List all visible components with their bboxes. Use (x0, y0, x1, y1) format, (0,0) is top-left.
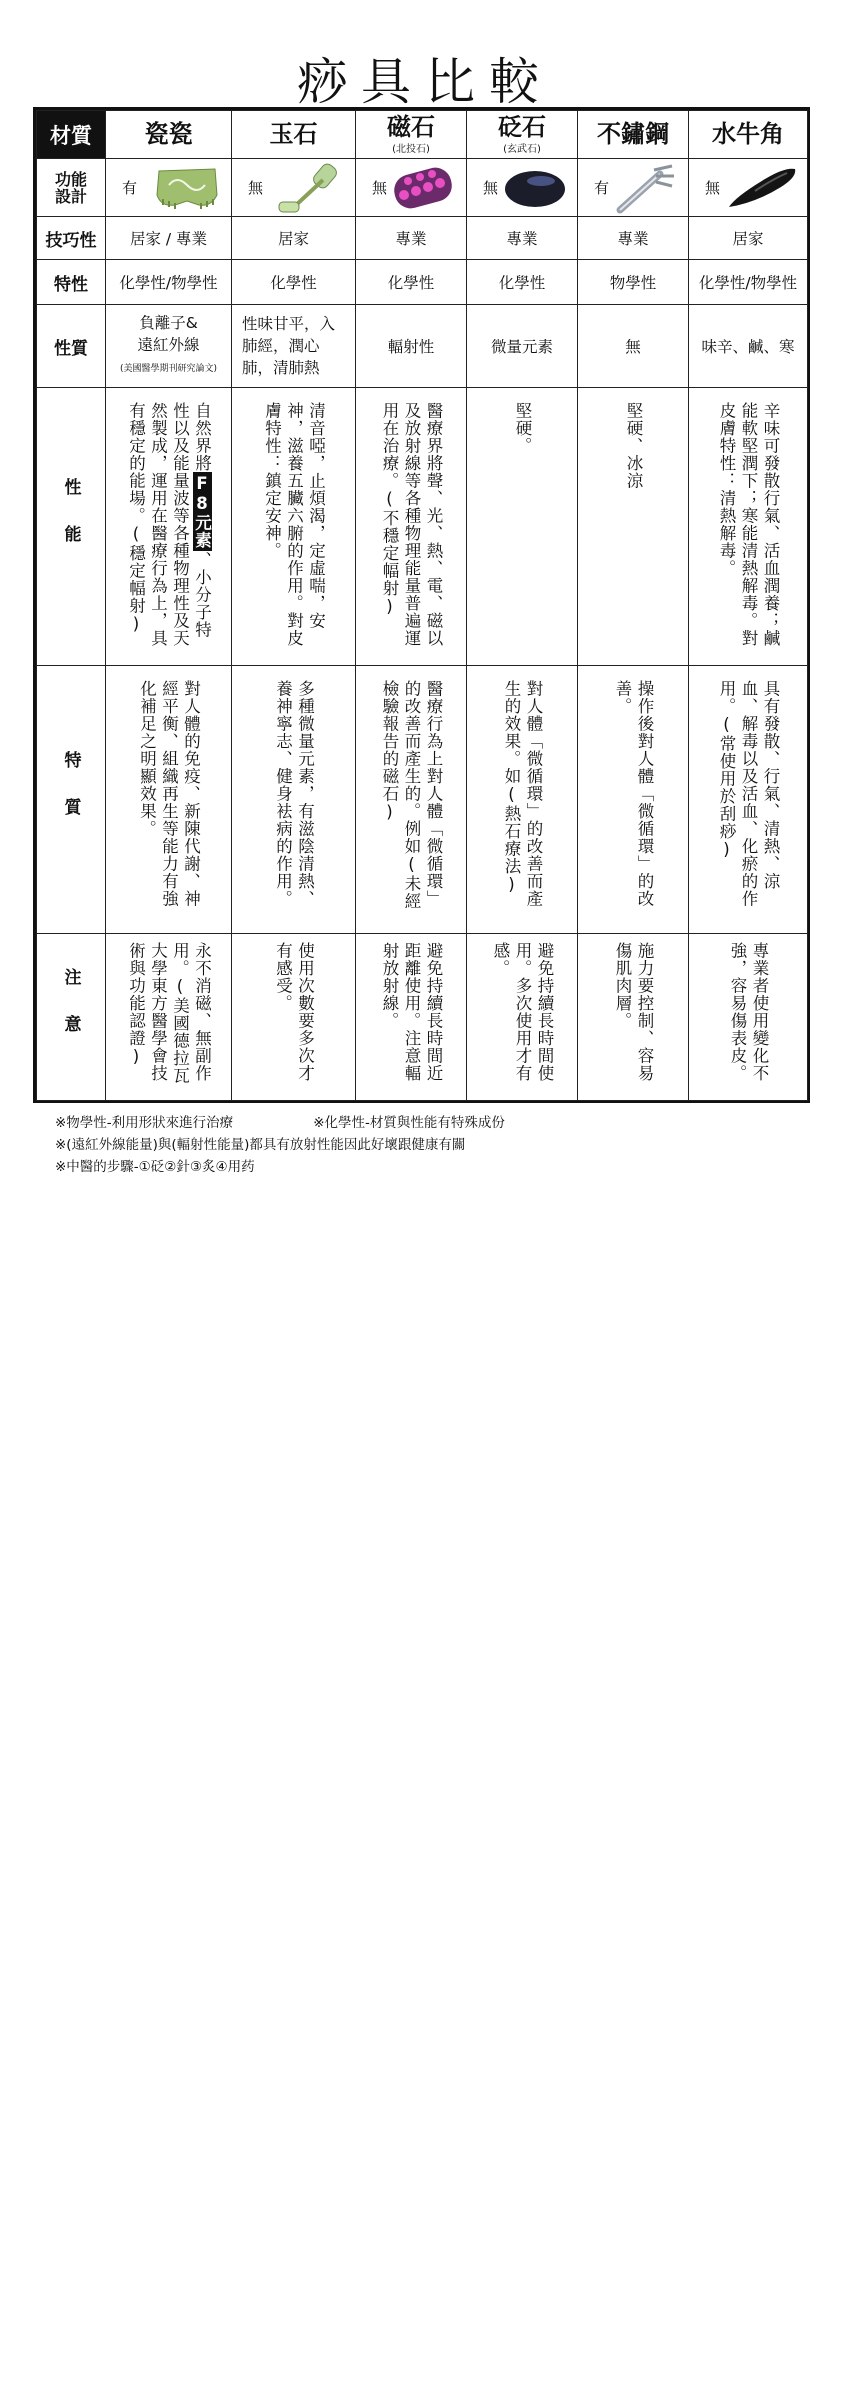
efficacy-cell (578, 388, 689, 666)
function-design-label (37, 159, 106, 217)
nature-cell (106, 305, 232, 388)
efficacy-cell (106, 388, 232, 666)
design-cell (232, 159, 356, 217)
efficacy-text (119, 386, 219, 663)
material-sub: (玄武石) (503, 144, 541, 156)
property-cell: 化學性/物學性 (106, 260, 232, 305)
characteristics-text: 具有發散、行氣、清熱、涼血、解毒以及活血、化瘀的作用。(常使用於刮痧) (717, 680, 780, 908)
characteristics-cell (232, 666, 356, 934)
nature-cell: 味辛、鹹、寒 (689, 305, 808, 388)
efficacy-cell (232, 388, 356, 666)
cautions-text: 永不消磁、無副作用。(美國德拉瓦大學東方醫學會技術與功能認證) (126, 942, 212, 1085)
material-header (232, 111, 356, 159)
characteristics-cell (578, 666, 689, 934)
efficacy-label: 性能 (60, 477, 81, 572)
cautions-text: 施力要控制、容易傷肌肉層。 (613, 942, 654, 1082)
black-stone-icon (499, 165, 569, 211)
footer-row (55, 1112, 505, 1134)
material-name: 水牛角 (712, 120, 784, 149)
comparison-table (36, 110, 808, 1101)
nature-value: 負離子&遠紅外線 (137, 314, 200, 354)
design-cell (467, 159, 578, 217)
property-row (37, 260, 808, 305)
efficacy-cell (356, 388, 467, 666)
technique-cell: 居家 (689, 217, 808, 260)
property-cell: 化學性 (356, 260, 467, 305)
material-header (356, 111, 467, 159)
material-header (578, 111, 689, 159)
footnote: ※中醫的步驟-①砭②針③炙④用药 (55, 1159, 255, 1175)
characteristics-label: 特質 (60, 750, 81, 845)
efficacy-text-part: 、小分子特性以及能量波等各種物理性及天然製成，運用在醫療行為上，具有穩定的能場。(穩定幅射) (126, 402, 212, 647)
efficacy-label-cell (37, 388, 106, 666)
cautions-cell (467, 934, 578, 1101)
efficacy-text: 清音啞，止煩渴，定虛喘，安神，滋養五臟六腑的作用。對皮膚特性：鎮定安神。 (262, 402, 326, 647)
design-cell (356, 159, 467, 217)
cautions-cell (232, 934, 356, 1101)
cautions-label-cell (37, 934, 106, 1101)
footnote: ※化學性-材質與性能有特殊成份 (313, 1115, 505, 1131)
nature-row (37, 305, 808, 388)
characteristics-row (37, 666, 808, 934)
characteristics-text: 操作後對人體「微循環」的改善。 (613, 680, 654, 908)
material-name: 玉石 (269, 120, 318, 149)
function-design-row (37, 159, 808, 217)
efficacy-row (37, 388, 808, 666)
efficacy-text-part: 自然界將 (192, 402, 212, 472)
technique-cell: 專業 (578, 217, 689, 260)
characteristics-text: 醫療行為上對人體「微循環」的改善而產生的。例如(未經檢驗報告的磁石) (380, 680, 443, 910)
horn-scraper-icon (725, 163, 799, 213)
design-value: 無 (705, 179, 721, 197)
characteristics-text: 對人體的免疫、新陳代謝、神經平衡、組織再生等能力有強化補足之明顯效果。 (137, 680, 201, 908)
material-name: 不鏽鋼 (597, 120, 669, 149)
characteristics-cell (106, 666, 232, 934)
characteristics-text: 多種微量元素，有滋陰清熱、養神寧志、健身袪病的作用。 (273, 680, 315, 908)
design-value: 無 (248, 179, 264, 197)
cautions-cell (106, 934, 232, 1101)
efficacy-cell (689, 388, 808, 666)
material-name: 磁石 (387, 112, 435, 141)
cautions-text: 專業者使用變化不強，容易傷表皮。 (728, 942, 769, 1082)
technique-cell: 專業 (356, 217, 467, 260)
footnote: ※物學性-利用形狀來進行治療 (55, 1115, 234, 1131)
material-header (106, 111, 232, 159)
characteristics-label-cell (37, 666, 106, 934)
nature-cell: 性味甘平，入肺經，潤心肺，清肺熱 (232, 305, 356, 388)
material-name: 砭石 (498, 112, 546, 141)
nature-cell: 微量元素 (467, 305, 578, 388)
magnet-roller-icon (388, 163, 458, 213)
jade-roller-icon (273, 162, 347, 214)
material-row (37, 111, 808, 159)
efficacy-text: 辛味可發散行氣、活血潤養；鹹能軟堅潤下；寒能清熱解毒。對皮膚特性：清熱解毒。 (717, 402, 780, 647)
f8-badge: F8元素 (192, 474, 212, 549)
cautions-text: 使用次數要多次才有感受。 (273, 942, 315, 1082)
characteristics-cell (467, 666, 578, 934)
material-header (467, 111, 578, 159)
efficacy-text: 堅硬、冰涼 (624, 402, 643, 490)
cautions-cell (689, 934, 808, 1101)
page-title: 痧具比較 (297, 53, 553, 111)
cautions-cell (578, 934, 689, 1101)
property-cell: 化學性 (232, 260, 356, 305)
technique-row (37, 217, 808, 260)
comparison-sheet (33, 107, 810, 1103)
efficacy-text: 堅硬。 (513, 402, 532, 455)
property-cell: 化學性 (467, 260, 578, 305)
cautions-cell (356, 934, 467, 1101)
design-cell (578, 159, 689, 217)
technique-cell: 居家 / 專業 (106, 217, 232, 260)
nature-cell: 無 (578, 305, 689, 388)
property-cell: 物學性 (578, 260, 689, 305)
technique-cell: 居家 (232, 217, 356, 260)
property-label: 特性 (37, 260, 106, 305)
material-header (689, 111, 808, 159)
design-value: 無 (483, 179, 499, 197)
design-value: 無 (372, 179, 388, 197)
technique-label: 技巧性 (37, 217, 106, 260)
design-cell (689, 159, 808, 217)
design-value: 有 (122, 179, 138, 197)
cautions-row (37, 934, 808, 1101)
design-cell (106, 159, 232, 217)
cautions-text: 避免持續長時間使用。多次使用才有感。 (491, 942, 554, 1082)
material-label: 材質 (37, 111, 106, 159)
nature-label: 性質 (37, 305, 106, 388)
characteristics-text: 對人體「微循環」的改善而產生的效果。如(熱石療法) (502, 680, 543, 908)
efficacy-cell (467, 388, 578, 666)
cautions-label: 注意 (60, 968, 81, 1062)
characteristics-cell (689, 666, 808, 934)
material-sub: (北投石) (392, 144, 430, 156)
efficacy-text: 醫療界將聲、光、熱、電、磁以及放射線等各種物理能量普遍運用在治療。(不穩定幅射) (380, 402, 443, 647)
function-design-text: 功能設計 (54, 169, 87, 206)
material-name: 瓷瓷 (144, 120, 193, 149)
nature-note: (美國醫學期刊研究論文) (119, 364, 218, 374)
technique-cell: 專業 (467, 217, 578, 260)
design-value: 有 (594, 179, 610, 197)
footer-notes (55, 1112, 505, 1178)
steel-tool-icon (610, 162, 680, 214)
cautions-text: 避免持續長時間近距離使用。注意輻射放射線。 (380, 942, 443, 1082)
property-cell: 化學性/物學性 (689, 260, 808, 305)
nature-cell: 輻射性 (356, 305, 467, 388)
jade-comb-icon (151, 165, 223, 211)
footnote: ※(遠紅外線能量)與(輻射性能量)都具有放射性能因此好壞跟健康有關 (55, 1137, 466, 1153)
characteristics-cell (356, 666, 467, 934)
